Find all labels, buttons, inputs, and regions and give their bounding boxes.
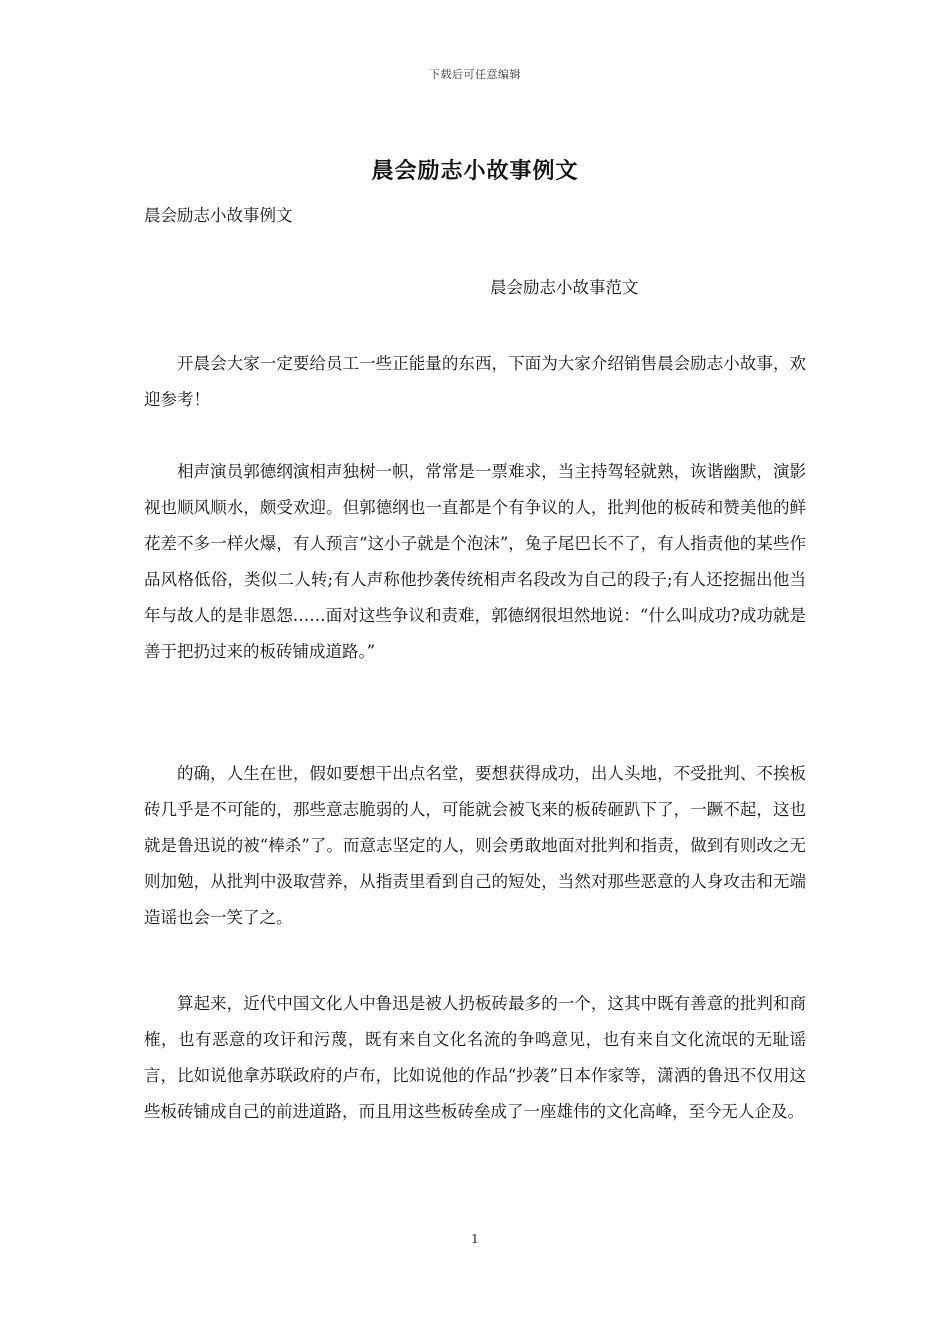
document-title: 晨会励志小故事例文 — [371, 158, 579, 184]
paragraph-criticism: 的确，人生在世，假如要想干出点名堂，要想获得成功，出人头地，不受批判、不挨板砖几乎是不可能的，那些意志脆弱的人，可能就会被飞来的板砖砸趴下了，一蹶不起，这也就是鲁迅说的被“棒杀”了。而意志坚定的人，则会勇敢地面对批判和指责，做到有则改之无则加勉，从批判中汲取营养，从指责里看到自己的短处，当然对那些恶意的人身攻击和无端造谣也会一笑了之。 — [144, 764, 806, 927]
paragraph-lu-xun: 算起来，近代中国文化人中鲁迅是被人扔板砖最多的一个，这其中既有善意的批判和商榷，也有恶意的攻讦和污蔑，既有来自文化名流的争鸣意见，也有来自文化流氓的无耻谣言，比如说他拿苏联政府的卢布，比如说他的作品“抄袭”日本作家等，潇洒的鲁迅不仅用这些板砖铺成自己的前进道路，而且用这些板砖垒成了一座雄伟的文化高峰，至今无人企及。 — [144, 994, 806, 1121]
paragraph-intro: 开晨会大家一定要给员工一些正能量的东西，下面为大家介绍销售晨会励志小故事，欢迎参考！ — [144, 354, 806, 409]
paragraph-guo-degang: 相声演员郭德纲演相声独树一帜，常常是一票难求，当主持驾轻就熟，诙谐幽默，演影视也顺风顺水，颇受欢迎。但郭德纲也一直都是个有争议的人，批判他的板砖和赞美他的鲜花差不多一样火爆，有人预言“这小子就是个泡沫”，兔子尾巴长不了，有人指责他的某些作品风格低俗，类似二人转;有人声称他抄袭传统相声名段改为自己的段子;有人还挖掘出他当年与故人的是非恩怨……面对这些争议和责难，郭德纲很坦然地说：“什么叫成功?成功就是善于把扔过来的板砖铺成道路。” — [144, 462, 806, 661]
page-number: 1 — [471, 1232, 479, 1246]
header-note: 下载后可任意编辑 — [429, 68, 521, 81]
document-subtitle: 晨会励志小故事例文 — [144, 206, 293, 225]
section-heading: 晨会励志小故事范文 — [490, 278, 639, 297]
